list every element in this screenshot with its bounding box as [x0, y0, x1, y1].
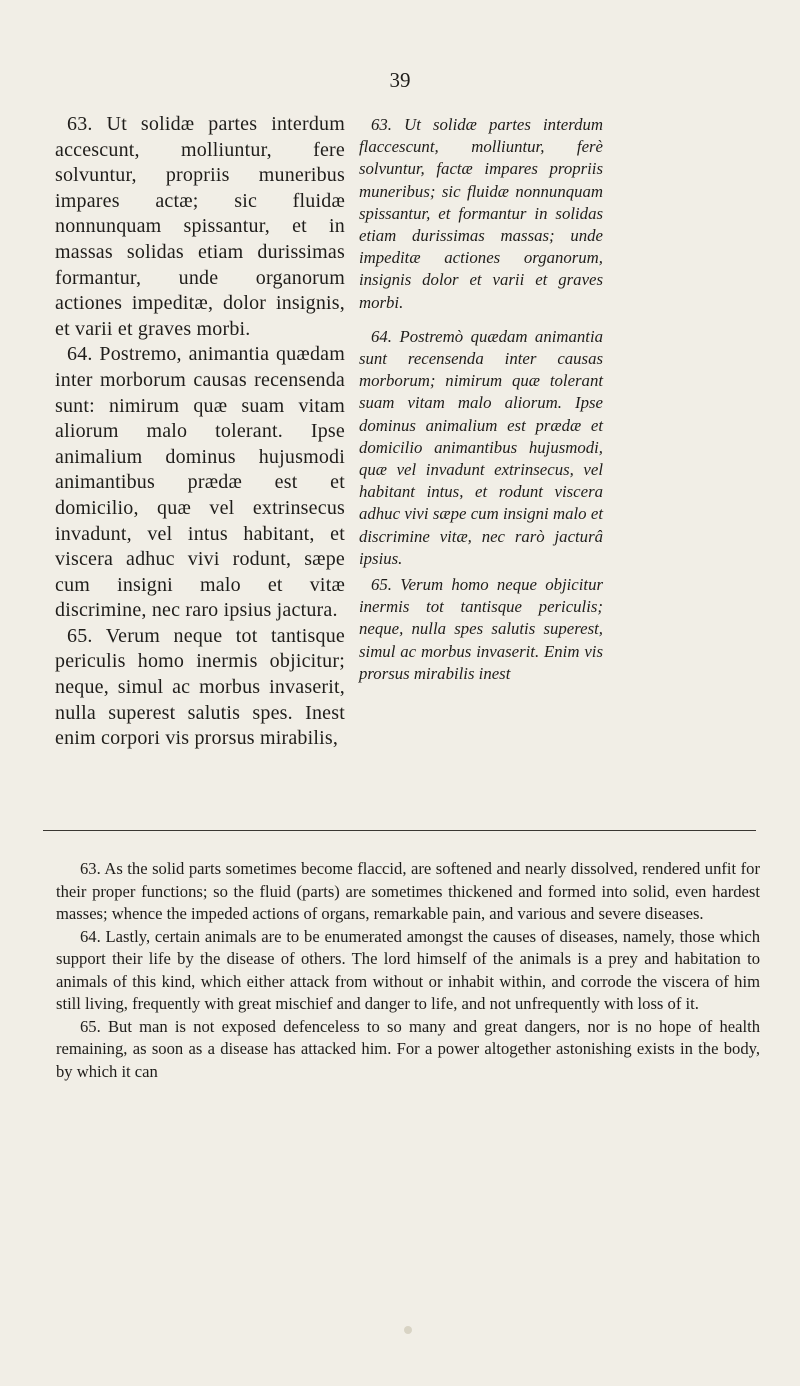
- english-paragraph-63: 63. As the solid parts sometimes become flaccid, are softened and nearly dissolved, rendered unfit for their proper functions; so the fluid (parts) are sometimes thickened and formed into solid, even hardest masses; whence the impeded actions of organs, remarkable pain, and various and severe diseases.: [56, 859, 760, 923]
- english-paragraph-65: 65. But man is not exposed defenceless to so many and great dangers, nor is no hope of health remaining, as soon as a disease has attacked him. For a power altogether astonishing exists in the body, by which it can: [56, 1016, 760, 1081]
- latin-paragraph-64: 64. Postremo, animantia quædam inter morborum causas recensenda sunt: nimirum quæ suam vitam aliorum malo tolerant. Ipse animalium dominus hujusmodi animantibus prædæ est et domicilio, quæ vel extrinsecus invadunt, vel intus habitant, et viscera adhuc vivi rodunt, sæpe cum insigni malo et vitæ discrimine, nec raro ipsius jactura.: [55, 343, 345, 622]
- latin-paragraph-65: 65. Verum neque tot tantisque periculis homo inermis objicitur; neque, simul ac morbus invaserit, nulla superest salutis spes. Inest enim corpori vis prorsus mirabilis,: [55, 624, 345, 750]
- latin-alt-paragraph-64: 64. Postremò quædam animantia sunt recensenda inter causas morborum; nimirum quæ tolerant suam vitam malo aliorum. Ipse dominus animalium est prædæ et domicilio animantibus hujusmodi, quæ vel invadunt extrinsecus, vel habitant intus, et rodunt viscera adhuc vivi sæpe cum insigni malo et discrimine vitæ, nec rarò jacturâ ipsius.: [359, 326, 603, 568]
- latin-alt-paragraph-65: 65. Verum homo neque objicitur inermis tot tantisque periculis; neque, nulla spes salutis superest, simul ac morbus invaserit. Enim vis prorsus mirabilis inest: [359, 575, 603, 683]
- latin-paragraph-63: 63. Ut solidæ partes interdum accescunt, molliuntur, fere solvuntur, propriis muneribus impares actæ; sic fluidæ nonnunquam spissantur, et in massas solidas etiam durissimas formantur, unde organorum actiones impeditæ, dolor insignis, et varii et graves morbi.: [55, 113, 345, 340]
- latin-alt-paragraph-63: 63. Ut solidæ partes interdum flaccescunt, molliuntur, ferè solvuntur, factæ impares propriis muneribus; sic fluidæ nonnunquam spissantur, et formantur in solidas etiam durissimas massas; unde impeditæ actiones organorum, insignis dolor et varii et graves morbi.: [359, 115, 603, 312]
- latin-alt-column: [359, 114, 603, 685]
- latin-main-column: [55, 112, 345, 752]
- page-number: 39: [389, 68, 411, 92]
- english-translation: [56, 858, 760, 1083]
- divider-rule: [43, 830, 756, 831]
- english-paragraph-64: 64. Lastly, certain animals are to be enumerated amongst the causes of diseases, namely, those which support their life by the disease of others. The lord himself of the animals is a prey and habitation to animals of this kind, which either attack from without or inhabit within, and corrode the viscera of him still living, frequently with great mischief and danger to life, and not unfrequently with loss of it.: [56, 926, 760, 1013]
- paper-spot: [404, 1326, 412, 1334]
